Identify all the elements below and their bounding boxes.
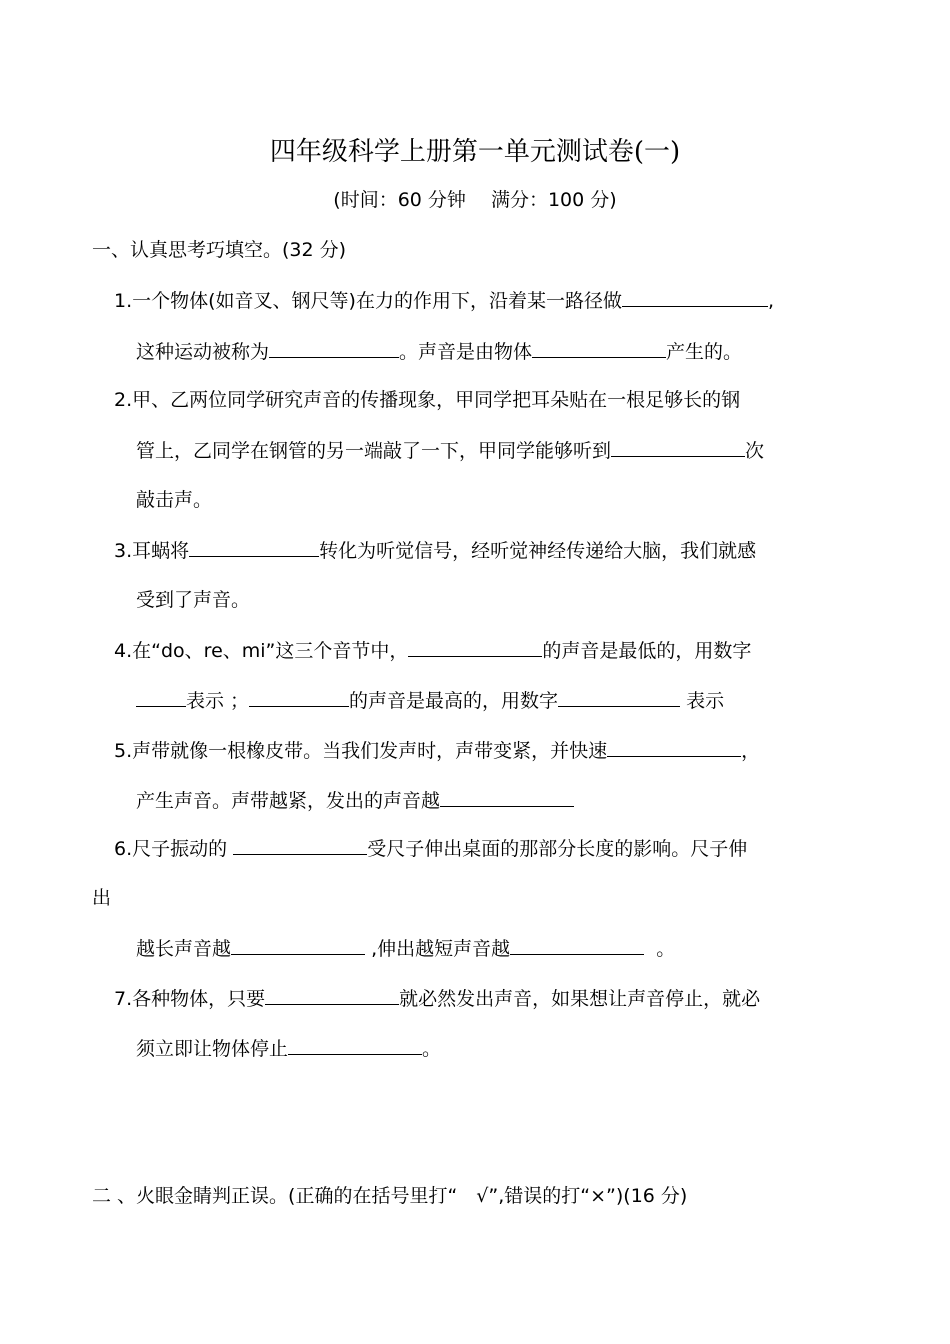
answer-blank[interactable] [440,786,574,807]
question-6-line-2 [92,884,111,912]
answer-blank[interactable] [611,436,745,457]
question-text: 各种物体，只要 [132,988,266,1010]
question-text: 越长声音越 [136,938,232,960]
question-text: 产生声音。声带越紧，发出的声音越 [136,790,441,812]
answer-blank[interactable] [269,337,399,358]
question-text: 就必然发出声音，如果想让声音停止，就必 [399,988,761,1010]
answer-blank[interactable] [288,1034,422,1055]
answer-blank[interactable] [408,636,542,657]
question-text: 一个物体(如音叉、钢尺等)在力的作用下，沿着某一路径做 [132,290,622,312]
answer-blank[interactable] [233,834,367,855]
exam-info: (时间：60 分钟 满分：100 分) [333,189,617,211]
answer-blank[interactable] [249,686,349,707]
question-7-line-1 [114,984,760,1012]
question-3-line-2 [136,586,250,614]
answer-blank[interactable] [265,984,399,1005]
question-text: 表示 ； [186,690,250,712]
answer-blank[interactable] [510,934,644,955]
question-6-line-3 [136,934,675,962]
question-number: 4. [114,640,133,662]
question-2-line-1 [114,386,740,414]
answer-blank[interactable] [231,934,365,955]
question-text: ,伸出越短声音越 [371,938,511,960]
question-text: 。 [422,1038,442,1060]
question-text: 在“do、re、mi”这三个音节中， [132,640,409,662]
question-number: 3. [114,540,133,562]
question-7-line-2 [136,1034,441,1062]
answer-blank[interactable] [558,686,680,707]
question-text: 受尺子伸出桌面的那部分长度的影响。尺子伸 [367,838,748,860]
page-title: 四年级科学上册第一单元测试卷(一) [269,137,681,167]
question-1-line-1 [114,286,774,314]
question-text: , [767,290,775,312]
question-text: 尺子振动的 [132,838,234,860]
question-text: 出 [92,887,112,909]
question-5-line-2 [136,786,574,814]
question-text: 管上，乙同学在钢管的另一端敲了一下，甲同学能够听到 [136,440,612,462]
answer-blank[interactable] [607,736,741,757]
question-3-line-1 [114,536,756,564]
question-text: 须立即让物体停止 [136,1038,289,1060]
answer-blank[interactable] [622,286,768,307]
question-text: 转化为听觉信号，经听觉神经传递给大脑，我们就感 [319,540,757,562]
question-number: 6. [114,838,133,860]
question-2-line-3 [136,486,212,514]
question-text: 耳蜗将 [132,540,190,562]
question-text: 这种运动被称为 [136,341,270,363]
question-6-line-1 [114,834,747,862]
section1-heading: 一、认真思考巧填空。(32 分) [92,239,347,261]
question-number: 1. [114,290,133,312]
question-text: 甲、乙两位同学研究声音的传播现象，甲同学把耳朵贴在一根足够长的钢 [132,389,741,411]
question-4-line-2 [136,686,724,714]
question-text: 表示 [686,690,725,712]
question-text: 敲击声。 [136,489,213,511]
question-5-line-1 [114,736,760,764]
question-text: 。 [656,938,676,960]
question-text: 产生的。 [666,341,743,363]
question-text: 的声音是最低的，用数字 [542,640,752,662]
section2-heading: 二 、火眼金睛判正误。(正确的在括号里打“ √”,错误的打“×”)(16 分) [92,1185,688,1207]
question-text: 的声音是最高的，用数字 [349,690,559,712]
question-text: 次 [745,440,765,462]
question-text: 。声音是由物体 [399,341,533,363]
answer-blank[interactable] [532,337,666,358]
answer-blank[interactable] [136,686,186,707]
question-text: 声带就像一根橡皮带。当我们发声时，声带变紧，并快速 [132,740,608,762]
question-number: 2. [114,389,133,411]
question-1-line-2 [136,337,742,365]
question-4-line-1 [114,636,751,664]
question-text: 受到了声音。 [136,589,251,611]
question-text: ， [741,740,761,762]
question-number: 5. [114,740,133,762]
answer-blank[interactable] [189,536,319,557]
question-2-line-2 [136,436,764,464]
question-number: 7. [114,988,133,1010]
